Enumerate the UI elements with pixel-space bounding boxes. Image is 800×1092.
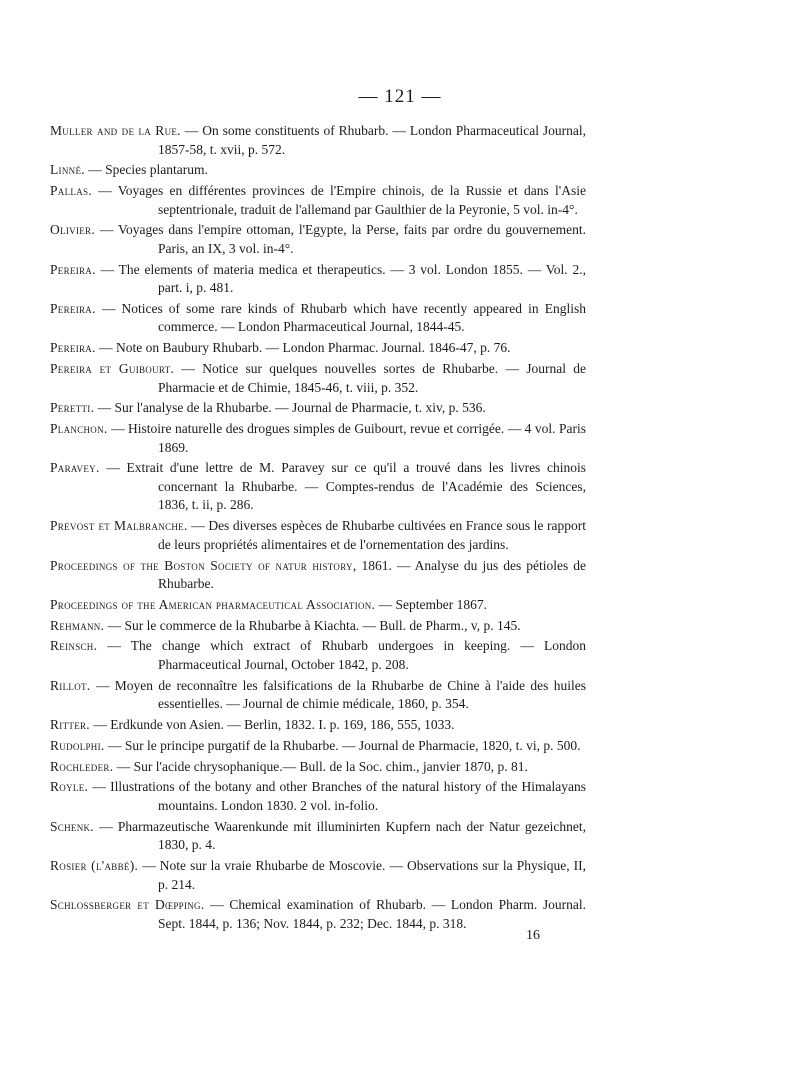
entry-text: — The change which extract of Rhubarb undergoes in keeping. — London Pharmaceutical Journal, October 1842, p. 208. [97,638,586,672]
entry-text: — Extrait d'une lettre de M. Paravey sur ce qu'il a trouvé dans les livres chinois concernant la Rhubarbe. — Comptes-rendus de l'Académie des Sciences, 1836, t. ii, p. 286. [99,460,586,513]
entry-author: Planchon. [50,421,108,437]
entry-author: Pereira et Guibourt. [50,361,175,377]
entry-text: — On some constituents of Rhubarb. — London Pharmaceutical Journal, 1857-58, t. xvii, p. 572. [158,123,586,157]
entry-text: — Histoire naturelle des drogues simples de Guibourt, revue et corrigée. — 4 vol. Paris 1869. [107,421,586,455]
entry-text: — Voyages dans l'empire ottoman, l'Egypte, la Perse, faits par ordre du gouvernement. Paris, an IX, 3 vol. in-4°. [95,222,586,256]
bibliography-list [50,122,586,936]
entry-text: — Note sur la vraie Rhubarbe de Moscovie. — Observations sur la Physique, II, p. 214. [138,858,586,892]
entry-author: Pereira. [50,300,96,316]
entry-author: Ritter. [50,717,90,733]
bibliography-entry [50,122,586,159]
bibliography-entry [50,339,586,358]
entry-author: Rillot. [50,677,91,693]
entry-author: Reinsch. [50,638,98,654]
entry-author: Peretti. [50,400,95,416]
bibliography-entry [50,161,586,180]
entry-text: — Des diverses espèces de Rhubarbe cultivées en France sous le rapport de leurs propriétés alimentaires et de l'ornementation des jardins. [158,518,586,552]
entry-text: — Sur l'analyse de la Rhubarbe. — Journal de Pharmacie, t. xiv, p. 536. [94,400,486,416]
entry-text: — Sur le commerce de la Rhubarbe à Kiachta. — Bull. de Pharm., v, p. 145. [104,617,521,633]
entry-author: Muller and de la Rue. [50,123,181,138]
bibliography-entry [50,778,586,815]
entry-author: Proceedings of the Boston Society of natur history, [50,557,357,573]
entry-author: Rochleder. [50,758,114,774]
entry-author: Pallas. [50,183,92,199]
signature-mark: 16 [526,928,540,943]
entry-author: Schenk. [50,818,94,834]
entry-text: 1861. — Analyse du jus des pétioles de Rhubarbe. [158,557,586,592]
bibliography-entry [50,818,586,855]
bibliography-entry [50,182,586,219]
entry-author: Linné. [50,162,85,178]
entry-text: — Moyen de reconnaître les falsifications de la Rhubarbe de Chine à l'aide des huiles essentielles. — Journal de chimie médicale, 1860, p. 354. [90,677,586,712]
bibliography-entry [50,716,586,735]
entry-text: — Sur l'acide chrysophanique.— Bull. de la Soc. chim., janvier 1870, p. 81. [113,758,528,774]
entry-text: — Chemical examination of Rhubarb. — London Pharm. Journal. Sept. 1844, p. 136; Nov. 1844, p. 232; Dec. 1844, p. 318. [158,897,587,931]
entry-text: — The elements of materia medica et therapeutics. — 3 vol. London 1855. — Vol. 2., part. i, p. 481. [95,261,586,296]
bibliography-entry [50,617,586,636]
bibliography-entry [50,737,586,756]
entry-text: — Erdkunde von Asien. — Berlin, 1832. I. p. 169, 186, 555, 1033. [89,717,455,733]
entry-text: — Notice sur quelques nouvelles sortes de Rhubarbe. — Journal de Pharmacie et de Chimie, 1845-46, t. viii, p. 352. [158,361,586,395]
entry-author: Prevost et Malbranche. [50,518,188,534]
bibliography-entry [50,596,586,615]
entry-author: Pereira. [50,340,96,356]
bibliography-entry [50,261,586,298]
entry-author: Schlossberger et Dœpping. [50,897,205,913]
entry-text: — Pharmazeutische Waarenkunde mit illuminirten Kupfern nach der Natur gezeichnet, 1830, p. 4. [93,818,586,853]
entry-text: — Note on Baubury Rhubarb. — London Pharmac. Journal. 1846-47, p. 76. [95,340,511,356]
page-number: — 121 — [358,86,442,107]
bibliography-entry [50,896,586,933]
entry-author: Pereira. [50,261,96,277]
entry-author: Paravey. [50,460,100,476]
entry-text: — Voyages en différentes provinces de l'Empire chinois, de la Russie et dans l'Asie septentrionale, traduit de l'allemand par Gaulthier de la Peyronie, 5 vol. in-4°. [91,183,586,217]
bibliography-entry [50,677,586,714]
entry-author: Rehmann. [50,617,105,633]
bibliography-entry [50,857,586,894]
entry-text: — Species plantarum. [84,162,208,178]
bibliography-entry [50,557,586,594]
bibliography-entry [50,459,586,515]
bibliography-entry [50,399,586,418]
entry-text: — September 1867. [375,596,488,612]
bibliography-entry [50,360,586,397]
entry-author: Royle. [50,779,89,795]
bibliography-entry [50,221,586,258]
entry-text: — Illustrations of the botany and other Branches of the natural history of the Himalayans mountains. London 1830. 2 vol. in-folio. [88,779,586,813]
entry-author: Olivier. [50,222,96,238]
bibliography-entry [50,637,586,674]
bibliography-entry [50,420,586,457]
entry-text: — Sur le principe purgatif de la Rhubarbe. — Journal de Pharmacie, 1820, t. vi, p. 500. [104,737,581,753]
bibliography-entry [50,300,586,337]
bibliography-entry [50,758,586,777]
entry-author: Rosier (l'abbé). [50,858,139,874]
entry-text: — Notices of some rare kinds of Rhubarb which have recently appeared in English commerce. — London Pharmaceutical Journal, 1844-45. [95,300,586,335]
bibliography-entry [50,517,586,554]
entry-author: Proceedings of the American pharmaceutical Association. [50,596,376,612]
entry-author: Rudolphi. [50,737,105,753]
